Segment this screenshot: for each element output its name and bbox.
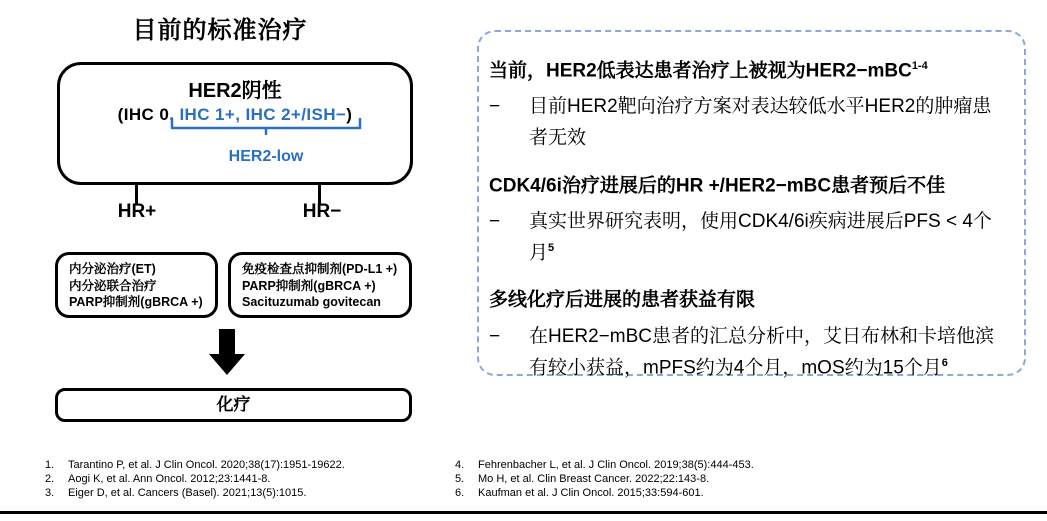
treatment-item: 内分泌联合治疗 <box>69 278 157 293</box>
reference-item <box>455 472 754 486</box>
reference-item <box>455 458 754 472</box>
bullet-dash: − <box>489 96 501 118</box>
section-heading-text: 当前，HER2低表达患者治疗上被视为HER2−mBC <box>489 60 912 82</box>
her2-negative-box <box>57 62 413 185</box>
reference-text: Mo H, et al. Clin Breast Cancer. 2022;22:143-8. <box>478 473 710 485</box>
reference-number: 1. <box>45 459 55 471</box>
treatment-item: PARP抑制剂(gBRCA +) <box>242 278 376 293</box>
bullet-text-body: 真实世界研究表明，使用CDK4/6i疾病进展后PFS < 4个月 <box>529 210 992 264</box>
reference-item <box>45 472 345 486</box>
reference-text: Fehrenbacher L, et al. J Clin Oncol. 2019;38(5):444-453. <box>478 459 754 471</box>
her2-low-label: HER2-low <box>228 148 304 165</box>
branch-label-hr-minus: HR− <box>302 201 342 222</box>
panel-section <box>489 282 1010 381</box>
bullet-item <box>489 93 1010 151</box>
her2-low-bracket-icon <box>170 118 362 135</box>
references-right-column <box>455 458 754 500</box>
section-heading <box>489 53 1010 84</box>
bullet-text <box>529 323 1010 381</box>
reference-text: Eiger D, et al. Cancers (Basel). 2021;13(5):1015. <box>68 487 307 499</box>
section-heading <box>489 282 1010 313</box>
key-points-panel <box>477 30 1026 376</box>
down-arrow-icon <box>209 329 245 376</box>
bullet-item <box>489 323 1010 381</box>
treatment-item: 免疫检查点抑制剂(PD-L1 +) <box>242 262 398 276</box>
section-heading-superscript: 1-4 <box>911 60 928 72</box>
ihc-low-text: IHC 1+, IHC 2+/ISH− <box>179 105 347 124</box>
ihc0-text: (IHC 0, <box>117 105 180 124</box>
bullet-superscript: 6 <box>941 356 948 369</box>
reference-item <box>45 458 345 472</box>
reference-number: 6. <box>455 487 465 499</box>
reference-text: Kaufman et al. J Clin Oncol. 2015;33:594-601. <box>478 487 704 499</box>
references-left-column <box>45 458 345 500</box>
panel-section <box>489 53 1010 152</box>
reference-text: Aogi K, et al. Ann Oncol. 2012;23:1441-8. <box>68 473 271 485</box>
bullet-dash: − <box>489 210 501 232</box>
her2-box-title: HER2阴性 <box>188 80 282 102</box>
reference-number: 5. <box>455 473 465 485</box>
section-heading-text: 多线化疗后进展的患者获益有限 <box>489 289 756 311</box>
hr-minus-treatments-box <box>228 252 412 318</box>
bullet-text-body: 在HER2−mBC患者的汇总分析中，艾日布林和卡培他滨有较小获益，mPFS约为4个月，mOS约为15个月 <box>529 325 995 378</box>
reference-item <box>45 486 345 500</box>
section-heading-text: CDK4/6i治疗进展后的HR +/HER2−mBC患者预后不佳 <box>489 174 946 196</box>
section-heading <box>489 168 1010 199</box>
treatment-item: Sacituzumab govitecan <box>242 295 381 309</box>
reference-item <box>455 486 754 500</box>
reference-number: 3. <box>45 487 55 499</box>
hr-plus-treatments-box <box>55 252 218 318</box>
diagram-title: 目前的标准治疗 <box>132 17 308 44</box>
bullet-superscript: 5 <box>548 241 555 254</box>
bullet-text-body: 目前HER2靶向治疗方案对表达较低水平HER2的肿瘤患者无效 <box>529 96 992 149</box>
bullet-dash: − <box>489 325 501 347</box>
bullet-item <box>489 208 1010 266</box>
reference-number: 2. <box>45 473 55 485</box>
panel-section <box>489 168 1010 267</box>
chemotherapy-box: 化疗 <box>55 388 412 422</box>
bottom-divider <box>0 511 1047 514</box>
bullet-text <box>529 208 1010 266</box>
branch-label-hr-plus: HR+ <box>117 201 157 222</box>
reference-text: Tarantino P, et al. J Clin Oncol. 2020;38(17):1951-19622. <box>68 459 345 471</box>
treatment-item: PARP抑制剂(gBRCA +) <box>69 295 203 309</box>
subtitle-close-paren: ) <box>346 105 353 124</box>
treatment-item: 内分泌治疗(ET) <box>69 262 156 276</box>
reference-number: 4. <box>455 459 465 471</box>
bullet-text <box>529 93 1010 151</box>
